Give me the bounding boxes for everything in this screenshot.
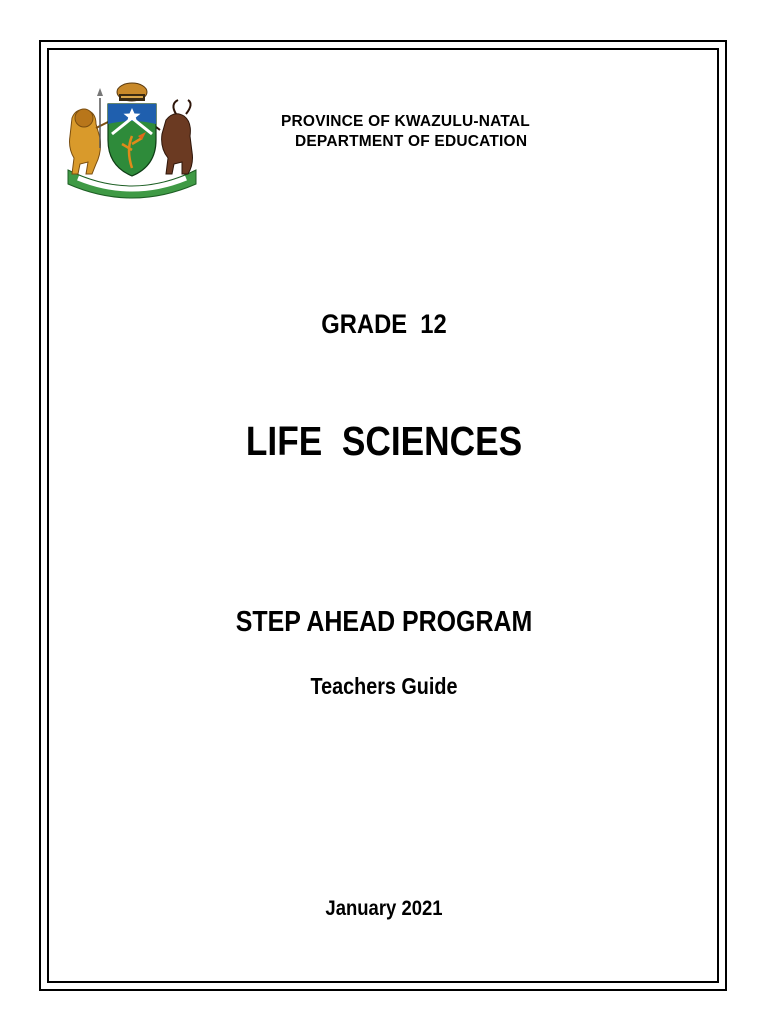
- crown-icon: [117, 83, 147, 101]
- wildebeest-icon: [152, 100, 193, 174]
- department-name: DEPARTMENT OF EDUCATION: [295, 133, 528, 150]
- grade-title: GRADE 12: [321, 309, 447, 339]
- guide-subtitle: Teachers Guide: [310, 673, 458, 699]
- publication-date: January 2021: [325, 897, 443, 920]
- province-name: PROVINCE OF KWAZULU-NATAL: [281, 113, 530, 130]
- coat-of-arms-icon: [62, 78, 202, 202]
- shield-icon: [108, 104, 156, 176]
- program-title: STEP AHEAD PROGRAM: [235, 606, 533, 638]
- subject-title: LIFE SCIENCES: [245, 418, 523, 464]
- lion-icon: [70, 88, 109, 174]
